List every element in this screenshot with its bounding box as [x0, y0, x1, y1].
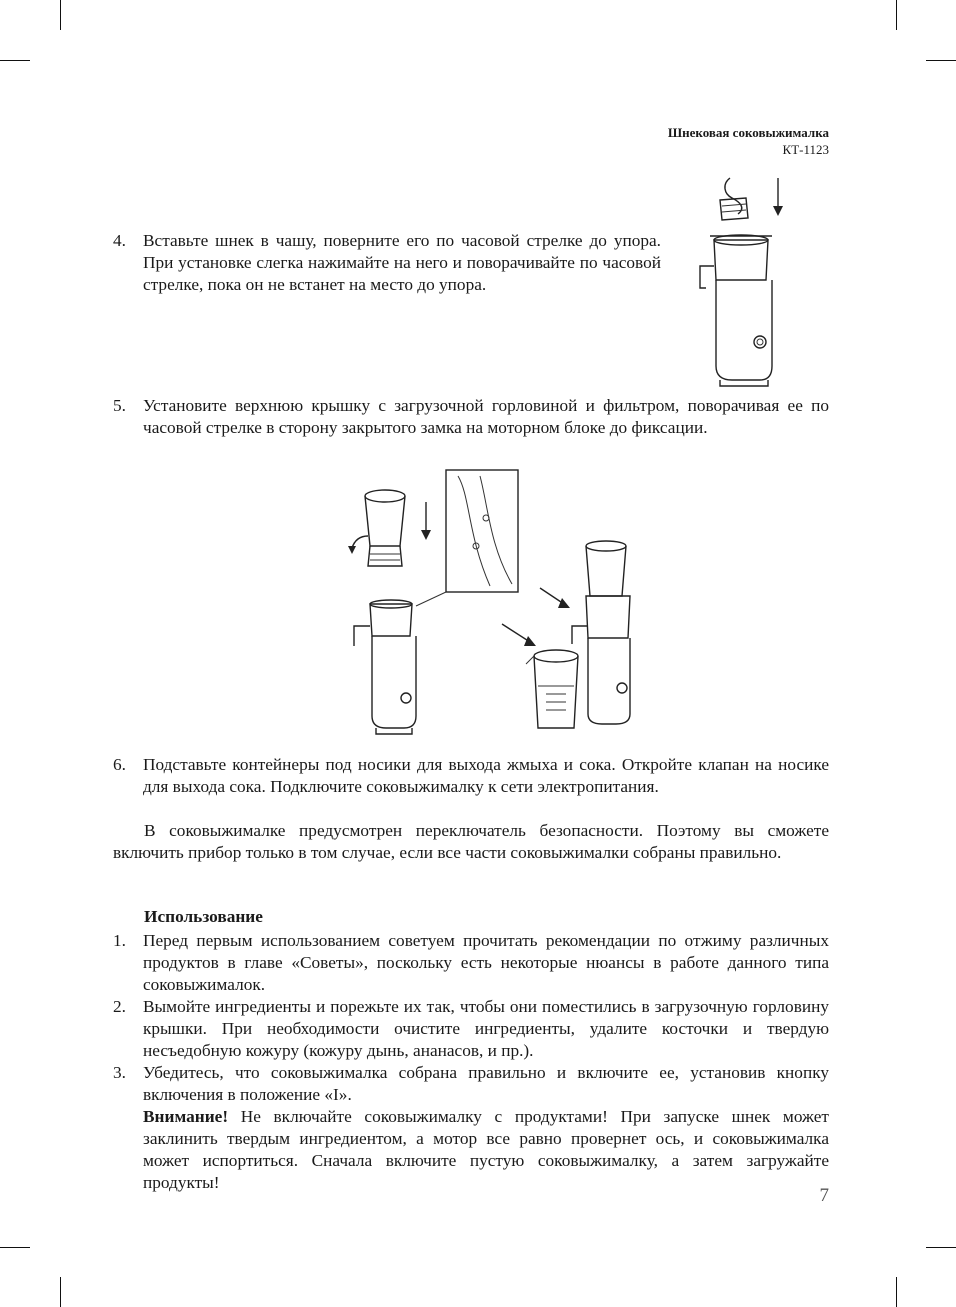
crop-mark [926, 1247, 956, 1248]
item-number: 2. [113, 997, 126, 1016]
crop-mark [60, 1277, 61, 1307]
warning-text: Не включайте соковыжималку с продуктами! При запуске шнек может заклинить твердым ингредиентом, а мотор все равно провернет ось, и соковыжималка может испортиться. Сначала включите пустую соковыжималку, а затем загружайте продукты! [143, 1107, 829, 1192]
crop-mark [0, 1247, 30, 1248]
item-text: Вымойте ингредиенты и порежьте их так, чтобы они поместились в загрузочную горловину крышки. При необходимости очистите ингредиенты, удалите косточки и твердую несъедобную кожуру (кожуру дынь, ананасов, и пр.). [143, 997, 829, 1060]
step-text: Подставьте контейнеры под носики для выхода жмыха и сока. Откройте клапан на носике для выхода сока. Подключите соковыжималку к сети электропитания. [143, 755, 829, 796]
step-5 [113, 395, 829, 439]
crop-mark [896, 0, 897, 30]
item-text [143, 1062, 829, 1194]
step-text: Вставьте шнек в чашу, поверните его по часовой стрелке до упора. При установке слегка нажимайте на него и поворачивайте по часовой стрелке, пока он не встанет на место до упора. [143, 231, 661, 294]
crop-mark [0, 60, 30, 61]
model-number: КТ-1123 [782, 142, 829, 157]
item-text-main: Убедитесь, что соковыжималка собрана правильно и включите ее, установив кнопку включения в положение «I». [143, 1063, 829, 1104]
product-title: Шнековая соковыжималка [667, 125, 829, 140]
step-number: 4. [113, 231, 126, 250]
step-6 [113, 754, 829, 798]
usage-item-3 [113, 1062, 829, 1194]
crop-mark [896, 1277, 897, 1307]
page-number: 7 [819, 1185, 829, 1206]
step-4 [113, 230, 661, 296]
page-header [668, 124, 829, 158]
crop-mark [926, 60, 956, 61]
item-number: 3. [113, 1063, 126, 1082]
item-text: Перед первым использованием советуем прочитать рекомендации по отжиму различных продуктов в главе «Советы», поскольку есть некоторые нюансы в работе данного типа соковыжималок. [143, 931, 829, 994]
step-number: 6. [113, 755, 126, 774]
crop-mark [60, 0, 61, 30]
step-number: 5. [113, 396, 126, 415]
auger-install-illustration [680, 170, 800, 390]
warning-label: Внимание! [143, 1107, 229, 1126]
usage-item-2 [113, 996, 829, 1062]
item-number: 1. [113, 931, 126, 950]
safety-paragraph: В соковыжималке предусмотрен переключатель безопасности. Поэтому вы сможете включить прибор только в том случае, если все части соковыжималки собраны правильно. [113, 821, 829, 862]
usage-item-1 [113, 930, 829, 996]
step-text: Установите верхнюю крышку с загрузочной горловиной и фильтром, поворачивая ее по часовой стрелке в сторону закрытого замка на моторном блоке до фиксации. [143, 396, 829, 437]
lid-install-illustration [340, 466, 660, 746]
warning-block [143, 1106, 829, 1194]
section-heading: Использование [144, 907, 263, 926]
